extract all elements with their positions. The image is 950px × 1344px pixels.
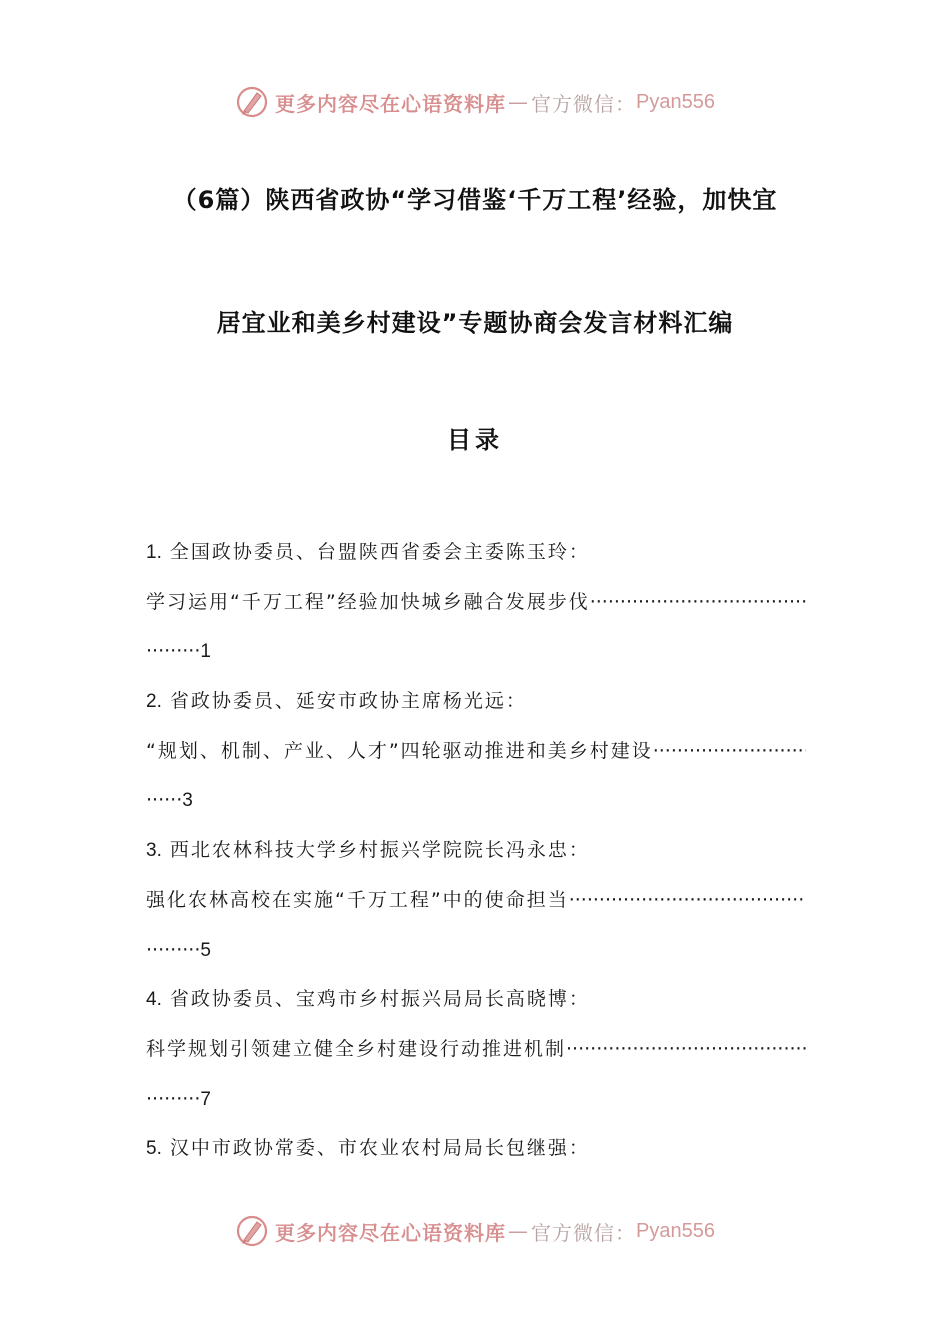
toc-dot-leader xyxy=(146,1088,200,1110)
toc-entry-title-link[interactable] xyxy=(146,586,806,636)
toc-entry-title-link[interactable] xyxy=(146,735,806,785)
toc-entry-title: 学习运用“千万工程”经验加快城乡融合发展步伐 xyxy=(146,590,590,613)
toc-entry-speaker-text: 省政协委员、宝鸡市乡村振兴局局长高晓博： xyxy=(169,988,590,1011)
toc-entry-title: 科学规划引领建立健全乡村建设行动推进机制 xyxy=(146,1037,567,1060)
toc-page-number: 1 xyxy=(200,641,211,663)
watermark-brand: 更多内容尽在心语资料库 xyxy=(275,91,507,116)
toc-page-number: 5 xyxy=(200,939,211,961)
toc-entry-page-row xyxy=(146,784,806,834)
watermark-separator: — xyxy=(508,1219,530,1243)
watermark-header xyxy=(0,82,950,122)
toc-entry-number: 4. xyxy=(146,989,162,1011)
toc-dot-leader xyxy=(569,884,806,916)
toc-entry-title-link[interactable] xyxy=(146,884,806,934)
toc-entry-speaker-text: 汉中市政协常委、市农业农村局局长包继强： xyxy=(169,1137,590,1160)
toc-entry-number: 3. xyxy=(146,840,162,862)
toc-dot-leader xyxy=(566,1033,806,1065)
toc-entry-number: 1. xyxy=(146,542,162,563)
toc-dot-leader xyxy=(146,789,182,811)
watermark-wechat-id: Pyan556 xyxy=(636,1219,715,1242)
toc-dot-leader xyxy=(653,735,806,767)
watermark-official-label: 官方微信： xyxy=(531,1220,637,1245)
toc-entry-speaker-text: 省政协委员、延安市政协主席杨光远： xyxy=(169,690,527,713)
toc-entry-speaker xyxy=(146,1132,806,1182)
toc-entry-speaker-text: 西北农林科技大学乡村振兴学院院长冯永忠： xyxy=(169,839,590,862)
toc-entry-speaker-text: 全国政协委员、台盟陕西省委会主委陈玉玲： xyxy=(169,541,590,563)
toc-dot-leader xyxy=(146,640,200,662)
toc-entry-title: 强化农林高校在实施“千万工程”中的使命担当 xyxy=(146,888,569,911)
toc-dot-leader xyxy=(146,939,200,961)
watermark-footer xyxy=(0,1211,950,1251)
toc-entry-title-link[interactable] xyxy=(146,1033,806,1083)
toc-entry-speaker xyxy=(146,685,806,735)
toc-page-number: 3 xyxy=(182,790,193,812)
toc-entry-page-row xyxy=(146,1083,806,1133)
toc-page-number: 7 xyxy=(200,1088,211,1110)
toc-dot-leader xyxy=(590,586,806,618)
toc-entry-speaker xyxy=(146,983,806,1033)
watermark-wechat-id: Pyan556 xyxy=(636,90,715,113)
toc-entry-page-row xyxy=(146,934,806,984)
toc-entry-speaker xyxy=(146,834,806,884)
toc-entry-page-row xyxy=(146,635,806,685)
watermark-brand: 更多内容尽在心语资料库 xyxy=(275,1220,507,1245)
toc-entry-number: 2. xyxy=(146,691,162,713)
table-of-contents xyxy=(146,536,806,1182)
watermark-official-label: 官方微信： xyxy=(531,91,637,116)
pen-nib-logo-icon xyxy=(235,1214,269,1248)
watermark-separator: — xyxy=(508,90,530,114)
toc-entry-speaker xyxy=(146,536,806,586)
pen-nib-logo-icon xyxy=(235,85,269,119)
toc-heading: 目录 xyxy=(447,426,503,454)
document-title-line-1: （6篇）陕西省政协“学习借鉴‘千万工程’经验，加快宜 xyxy=(172,186,778,214)
toc-entry-title: “规划、机制、产业、人才”四轮驱动推进和美乡村建设 xyxy=(146,739,653,762)
document-title-line-2: 居宜业和美乡村建设”专题协商会发言材料汇编 xyxy=(216,309,734,337)
toc-entry-number: 5. xyxy=(146,1138,162,1160)
